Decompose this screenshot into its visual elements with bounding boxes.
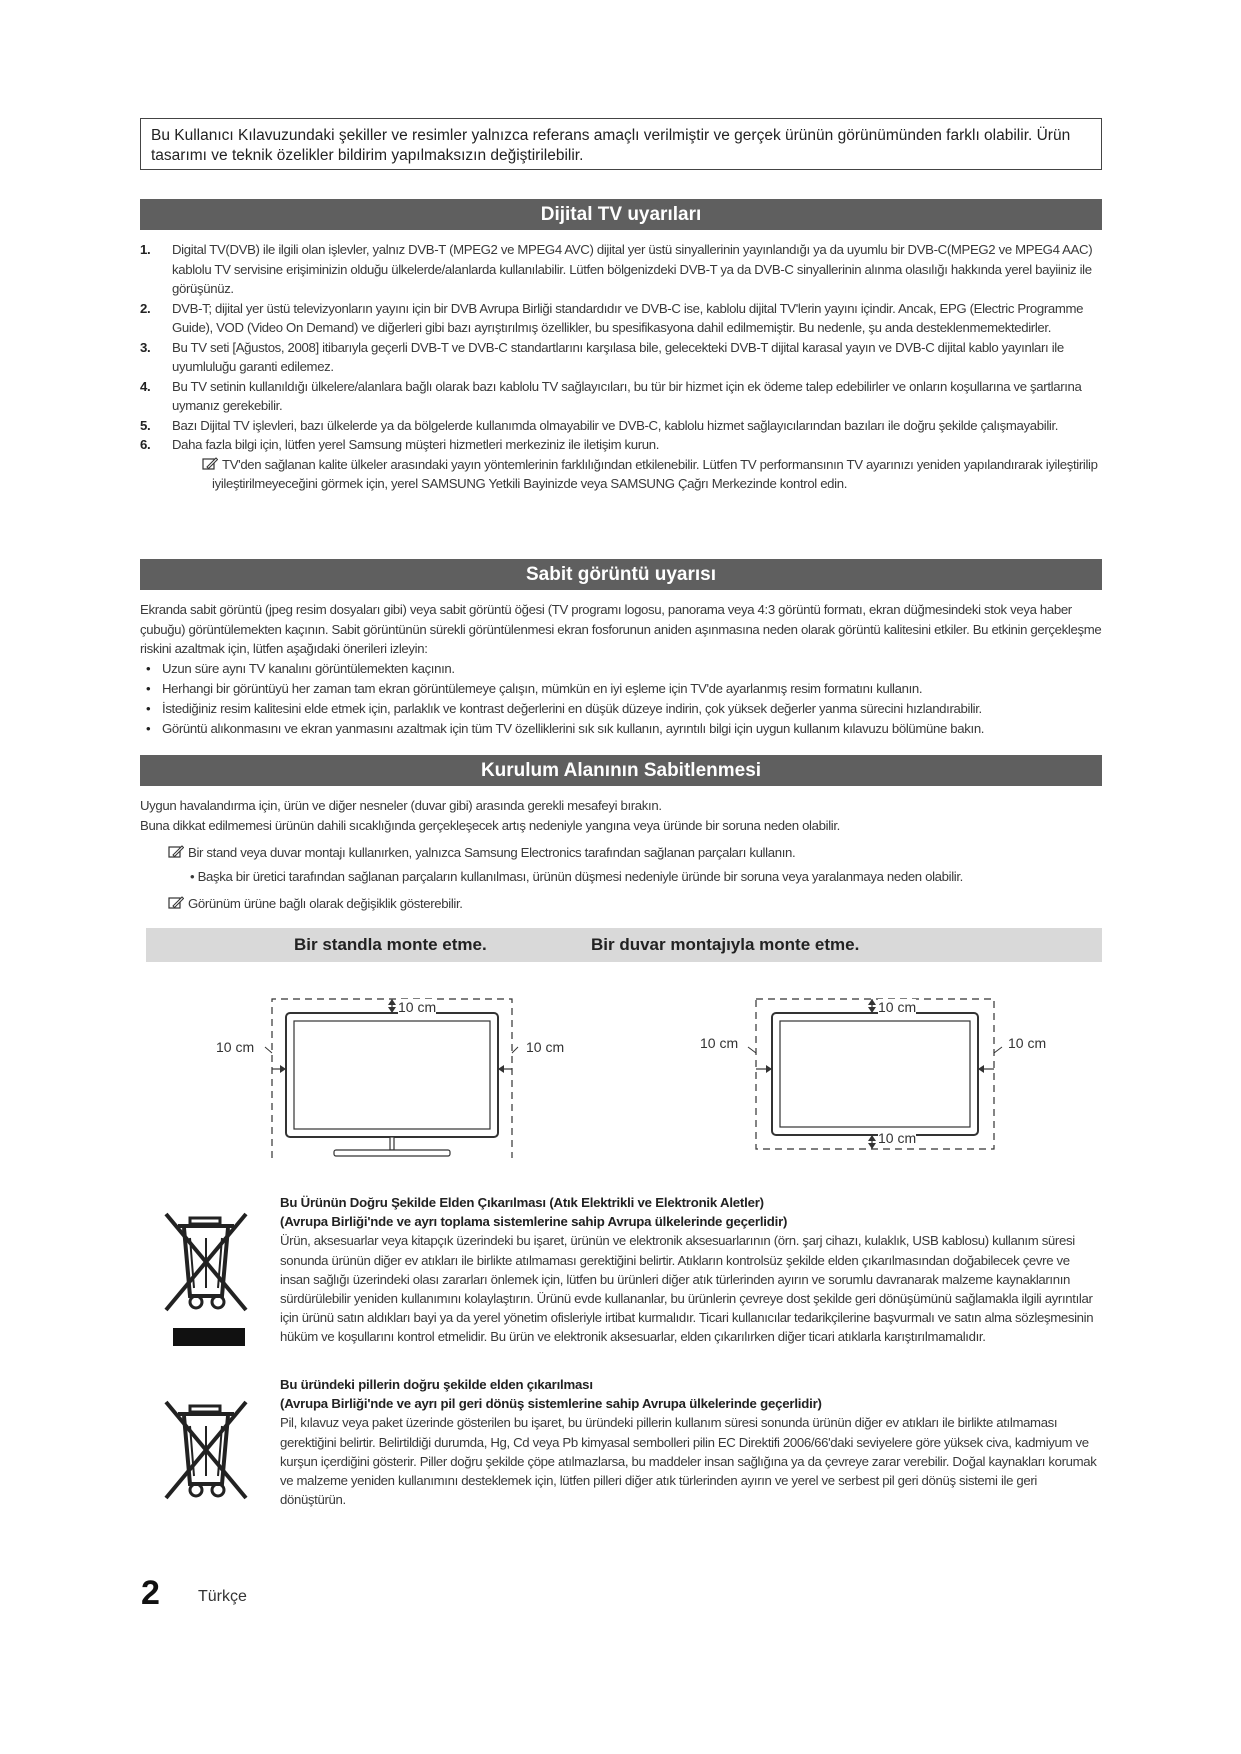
item-text: Bu TV seti [Ağustos, 2008] itibarıyla geçerli DVB-T ve DVB-C standartlarını karşılasa bile, gelecekteki DVB-T dijital karasal yayın ve DVB-C dijital kablo yayınları ile uyumluluğu garanti edilemez.: [172, 339, 1064, 374]
list-item: • Görüntü alıkonmasını ve ekran yanmasını azaltmak için tüm TV özelliklerini sık sık kullanın, ayrıntılı bilgi için uygun kullanım kılavuzu bölümüne bakın.: [140, 719, 1106, 739]
weee-title: Bu Ürünün Doğru Şekilde Elden Çıkarılması (Atık Elektrikli ve Elektronik Aletler): [280, 1195, 764, 1210]
section-title-still-image: Sabit görüntü uyarısı: [140, 559, 1102, 590]
note-text: Başka bir üretici tarafından sağlanan parçaların kullanılması, ürünün düşmesi nedeniyle üründe bir soruna veya yaralanmaya neden olabilir.: [197, 868, 963, 884]
top-clearance-label: 10 cm: [878, 999, 917, 1015]
battery-disposal-section: [280, 1375, 1100, 1509]
item-number: 4.: [140, 378, 151, 394]
install-paragraph-2: Buna dikkat edilmemesi ürünün dahili sıcaklığında gerçekleşecek artış nedeniyle yangına veya üründe bir soruna neden olabilir.: [140, 818, 840, 833]
stand-mount-diagram: [210, 985, 590, 1160]
note-pencil-icon: [168, 845, 184, 859]
mounting-header: [146, 928, 1102, 962]
weee-disposal-section: [280, 1193, 1100, 1347]
item-number: 6.: [140, 437, 151, 452]
item-number: 2.: [140, 300, 151, 316]
note-text: Görünüm ürüne bağlı olarak değişiklik gösterebilir.: [188, 896, 463, 911]
crossed-bin-icon: [160, 1208, 252, 1316]
item-text: Bazı Dijital TV işlevleri, bazı ülkelerde ya da bölgelerde kullanımda olmayabilir ve DVB-C, kablolu hizmet sağlayıcılarından bazıları ile doğru şekilde çalışmayabilir.: [172, 417, 1059, 433]
list-item: [140, 435, 1106, 455]
battery-title: Bu üründeki pillerin doğru şekilde elden çıkarılması: [280, 1377, 593, 1392]
item-number: 1.: [140, 242, 151, 257]
list-item: [140, 338, 1106, 377]
install-note-2: [140, 894, 1106, 914]
note-text: Bir stand veya duvar montajı kullanırken, yalnızca Samsung Electronics tarafından sağlanan parçaları kullanın.: [188, 845, 796, 860]
notice-box: Bu Kullanıcı Kılavuzundaki şekiller ve resimler yalnızca referans amaçlı verilmiştir ve gerçek ürünün görünümünden farklı olabilir. Ürün tasarımı ve teknik özelikler bildirim yapılmaksızın değiştirilebilir.: [140, 118, 1102, 170]
install-paragraph-1: Uygun havalandırma için, ürün ve diğer nesneler (duvar gibi) arasında gerekli mesafeyi bırakın.: [140, 798, 662, 813]
install-notes: [140, 843, 1106, 914]
right-clearance-label: 10 cm: [526, 1039, 565, 1055]
list-item: [140, 377, 1106, 416]
note-pencil-icon: [202, 457, 218, 471]
battery-subtitle: (Avrupa Birliği'nde ve ayrı pil geri dönüş sistemlerine sahip Avrupa ülkelerinde geçerlidir): [280, 1396, 822, 1412]
still-image-paragraph: Ekranda sabit görüntü (jpeg resim dosyaları gibi) veya sabit görüntü öğesi (TV programı logosu, panorama veya 4:3 görüntü formatı, ekran düğmesindeki stok veya haber çubuğu) görüntülemekten kaçının. Sabit görüntünün sürekli görüntülenmesi ekran fosforunun aniden aşınmasına neden olarak görüntü kalitesini etkiler. Bu etkinin gerçekleşme riskini azaltmak için, lütfen aşağıdaki önerileri izleyin:: [140, 602, 1102, 656]
section-title-digital-tv: Dijital TV uyarıları: [140, 199, 1102, 230]
list-item: [140, 240, 1106, 299]
item-text: Daha fazla bilgi için, lütfen yerel Samsung müşteri hizmetleri merkeziniz ile iletişim kurun.: [172, 437, 660, 452]
weee-subtitle: (Avrupa Birliği'nde ve ayrı toplama sistemlerine sahip Avrupa ülkelerinde geçerlidir): [280, 1214, 788, 1230]
list-item: • Herhangi bir görüntüyü her zaman tam ekran görüntülemeye çalışın, mümkün en iyi eşleme için TV'de ayarlanmış resim formatını kullanın.: [140, 679, 1106, 699]
dtv-subnote: [140, 455, 1106, 494]
still-image-bullets: [140, 659, 1106, 739]
item-number: 3.: [140, 339, 151, 355]
subnote-text: TV'den sağlanan kalite ülkeler arasındaki yayın yöntemlerinin farklılığından etkilenebilir. Lütfen TV performansının TV ayarınızı yeniden yapılandırarak iyileştirilip iyileştirilmeyeceğini görmek için, yerel SAMSUNG Yetkili Bayinizde veya SAMSUNG Çağrı Merkezinde kontrol edin.: [212, 456, 1098, 491]
page-number: 2: [141, 1574, 160, 1612]
digital-tv-list: [140, 240, 1106, 494]
item-text: Bu TV setinin kullanıldığı ülkelere/alanlara bağlı olarak bazı kablolu TV sağlayıcıları, bu tür bir hizmet için ek ödeme talep edebilirler ve onların koşullarına ve şartlarına uymanız gerekebilir.: [172, 378, 1082, 413]
language-label: Türkçe: [198, 1588, 247, 1605]
item-text: Digital TV(DVB) ile ilgili olan işlevler, yalnız DVB-T (MPEG2 ve MPEG4 AVC) dijital yer üstü sinyallerinin yayınlandığı ya da uyumlu bir DVB-C(MPEG2 ve MPEG4 AAC) kablolu TV servisine erişiminizin olduğu ülkelerde/alanlarda kullanılabilir. Lütfen bölgenizdeki DVB-T ya da DVB-C sinyallerinin alınma olasılığı hakkında yerel bayiiniz ile görüşünüz.: [172, 242, 1093, 296]
wall-mount-diagram: [690, 985, 1070, 1160]
install-note-1: [140, 843, 1106, 863]
item-text: DVB-T; dijital yer üstü televizyonların yayını için bir DVB Avrupa Birliği standardıdır ve DVB-C ise, kablolu dijital TV'lerin yayını içindir. Ancak, EPG (Electric Programme Guide), VOD (Video On Demand) ve diğerleri gibi bazı ayrıştırılmış özellikler, bu spesifikasyona dahil edilmemiştir. Bu nedenle, şu anda desteklenmemektedirler.: [172, 300, 1084, 335]
crossed-bin-icon: [160, 1396, 252, 1504]
list-item: [140, 299, 1106, 338]
note-pencil-icon: [168, 896, 184, 910]
right-clearance-label: 10 cm: [1008, 1035, 1047, 1051]
list-item: • Uzun süre aynı TV kanalını görüntülemekten kaçının.: [140, 659, 1106, 679]
item-number: 5.: [140, 417, 151, 433]
top-clearance-label: 10 cm: [398, 999, 437, 1015]
bottom-clearance-label: 10 cm: [878, 1130, 917, 1146]
stand-mount-label: Bir standla monte etme.: [294, 935, 487, 954]
weee-body: Ürün, aksesuarlar veya kitapçık üzerindeki bu işaret, ürünün ve elektronik aksesuarlarının (örn. şarj cihazı, kulaklık, USB kablosu) kullanım süresi sonunda ürünün diğer ev atıkları ile birlikte atılmaması gerektiğini belirtir. Atıkların kontrolsüz şekilde elden çıkarılmasından doğabilecek çevre ve insan sağlığı üzerindeki olası zararları önlemek için, lütfen bu ürünleri diğer atık türlerinden ayırın ve sorumlu davranarak malzeme kaynaklarının sürdürülebilir yeniden kullanımını kolaylaştırın. Ürünü evde kullananlar, bu ürünlerin çevreye dost şekilde geri dönüşümünü sağlamakla ilgili ayrıntılar için ürünü satın aldıkları bayi ya da yerel yönetim ofisleriyle irtibat kurmalıdır. Ticari kullanıcılar tedarikçilerine başvurmalı ve satın alma sözleşmesinin hüküm ve koşullarını kontrol etmelidir. Bu ürün ve elektronik aksesuarlar, elden çıkarılırken diğer ticari atıklarla karıştırılmamalıdır.: [280, 1233, 1094, 1345]
section-title-installation: Kurulum Alanının Sabitlenmesi: [140, 755, 1102, 786]
install-note-1-sub: • Başka bir üretici tarafından sağlanan parçaların kullanılması, ürünün düşmesi nedeniyle üründe bir soruna veya yaralanmaya neden olabilir.: [190, 868, 963, 884]
left-clearance-label: 10 cm: [216, 1039, 255, 1055]
list-item: • İstediğiniz resim kalitesini elde etmek için, parlaklık ve kontrast değerlerini en düşük düzeye indirin, çok yüksek değerler yanma sürecini hızlandırabilir.: [140, 699, 1106, 719]
battery-body: Pil, kılavuz veya paket üzerinde gösterilen bu işaret, bu üründeki pillerin kullanım süresi sonunda ürünün diğer ev atıkları ile birlikte atılmaması gerektiğini belirtir. Belirtildiği durumda, Hg, Cd veya Pb kimyasal sembolleri pilin EC Direktifi 2006/66'daki seviyelere göre yüksek civa, kadmiyum ve kurşun içerdiğini gösterir. Piller doğru şekilde çöpe atılmazlarsa, bu maddeler insan sağlığına ya da çevreye zarar verebilir. Doğal kaynakları korumak ve malzeme yeniden kullanımını desteklemek için, lütfen pilleri diğer atık türlerinden ayırın ve yerel ve serbest pil geri dönüş sistemi ile geri dönüştürün.: [280, 1415, 1097, 1508]
left-clearance-label: 10 cm: [700, 1035, 739, 1051]
separate-collection-bar: [173, 1328, 245, 1346]
wall-mount-label: Bir duvar montajıyla monte etme.: [591, 935, 860, 954]
list-item: [140, 416, 1106, 436]
